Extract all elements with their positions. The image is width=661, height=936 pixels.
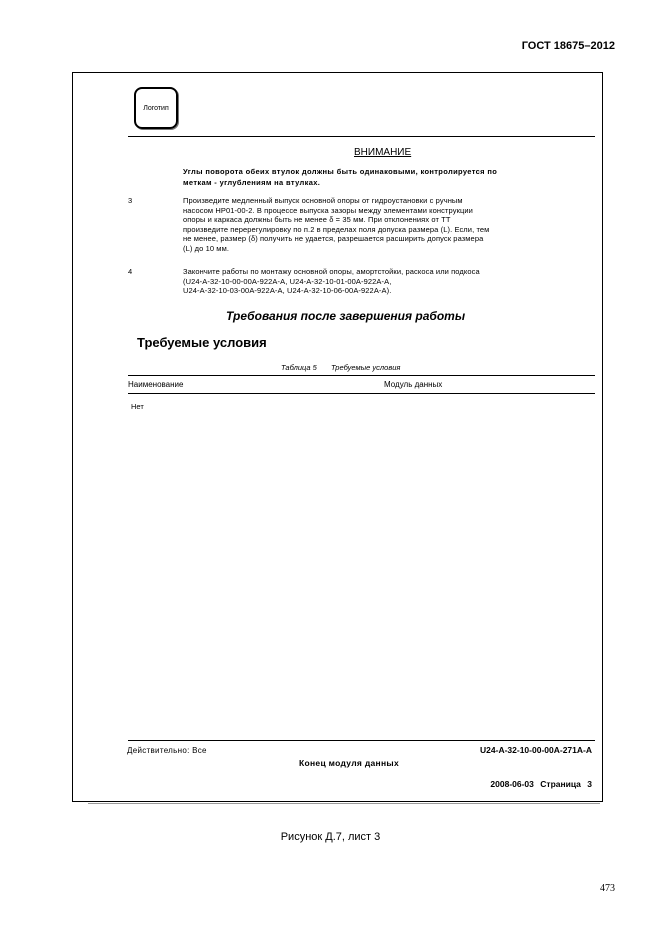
header-divider [128,136,595,137]
warning-line: меткам - углублениям на втулках. [183,178,321,187]
footer-date: 2008-06-03 [490,779,534,789]
table-header-rule [128,393,595,394]
requirements-title: Требования после завершения работы [226,309,466,323]
warning-title: ВНИМАНИЕ [354,147,412,158]
footer-divider [128,740,595,741]
warning-line: Углы поворота обеих втулок должны быть одинаковыми, контролируется по [183,167,498,176]
step-number: 3 [128,196,133,205]
frame-shadow [88,803,600,804]
step-line: (U24-A-32-10-00-00A-922A-A, U24-A-32-10-01-00A-922A-A, [183,276,392,286]
warning-text [183,166,581,188]
step-line: Закончите работы по монтажу основной опоры, амортстойки, раскоса или подкоса [183,267,480,276]
table-cell-name: Нет [131,402,144,411]
step-text [183,196,583,254]
page-number: 473 [600,883,615,894]
table-top-rule [128,375,595,376]
table-caption [281,363,400,372]
step-line: опоры и каркаса должны быть не менее δ = 35 мм. При отклонениях от ТТ [183,215,451,225]
step-number: 4 [128,267,133,276]
table-caption-number: Таблица 5 [281,363,317,372]
footer-date-page [490,779,592,789]
footer-page: Страница 3 [540,779,592,789]
step-line: насосом НР01-00-2. В процессе выпуска зазоры между элементами конструкции [183,205,473,215]
step-line: (L) до 10 мм. [183,243,230,253]
figure-caption: Рисунок Д.7, лист 3 [280,831,381,843]
step-line: U24-A-32-10-03-00A-922A-A, U24-A-32-10-06-00A-922A-A). [183,286,392,296]
conditions-title: Требуемые условия [137,335,267,350]
step-line: Произведите медленный выпуск основной опоры от гидроустановки с ручным [183,196,463,205]
step-line: произведите перерегулировку по п.2 в пределах поля допуска размера (L). Если, тем [183,224,490,234]
step-text [183,267,583,296]
table-caption-title: Требуемые условия [330,363,401,372]
footer-end-label: Конец модуля данных [299,758,399,768]
table-header-module: Модуль данных [384,380,443,389]
standard-header: ГОСТ 18675–2012 [521,40,615,52]
table-header-name: Наименование [128,380,184,389]
footer-module-code: U24-A-32-10-00-00A-271A-A [480,745,592,755]
logo-label: Логотип [143,104,169,112]
step-line: не менее, размер (δ) получить не удается, разрешается расширить допуск размера [183,234,484,244]
footer-validity: Действительно: Все [127,746,207,755]
logo-placeholder [134,87,178,129]
